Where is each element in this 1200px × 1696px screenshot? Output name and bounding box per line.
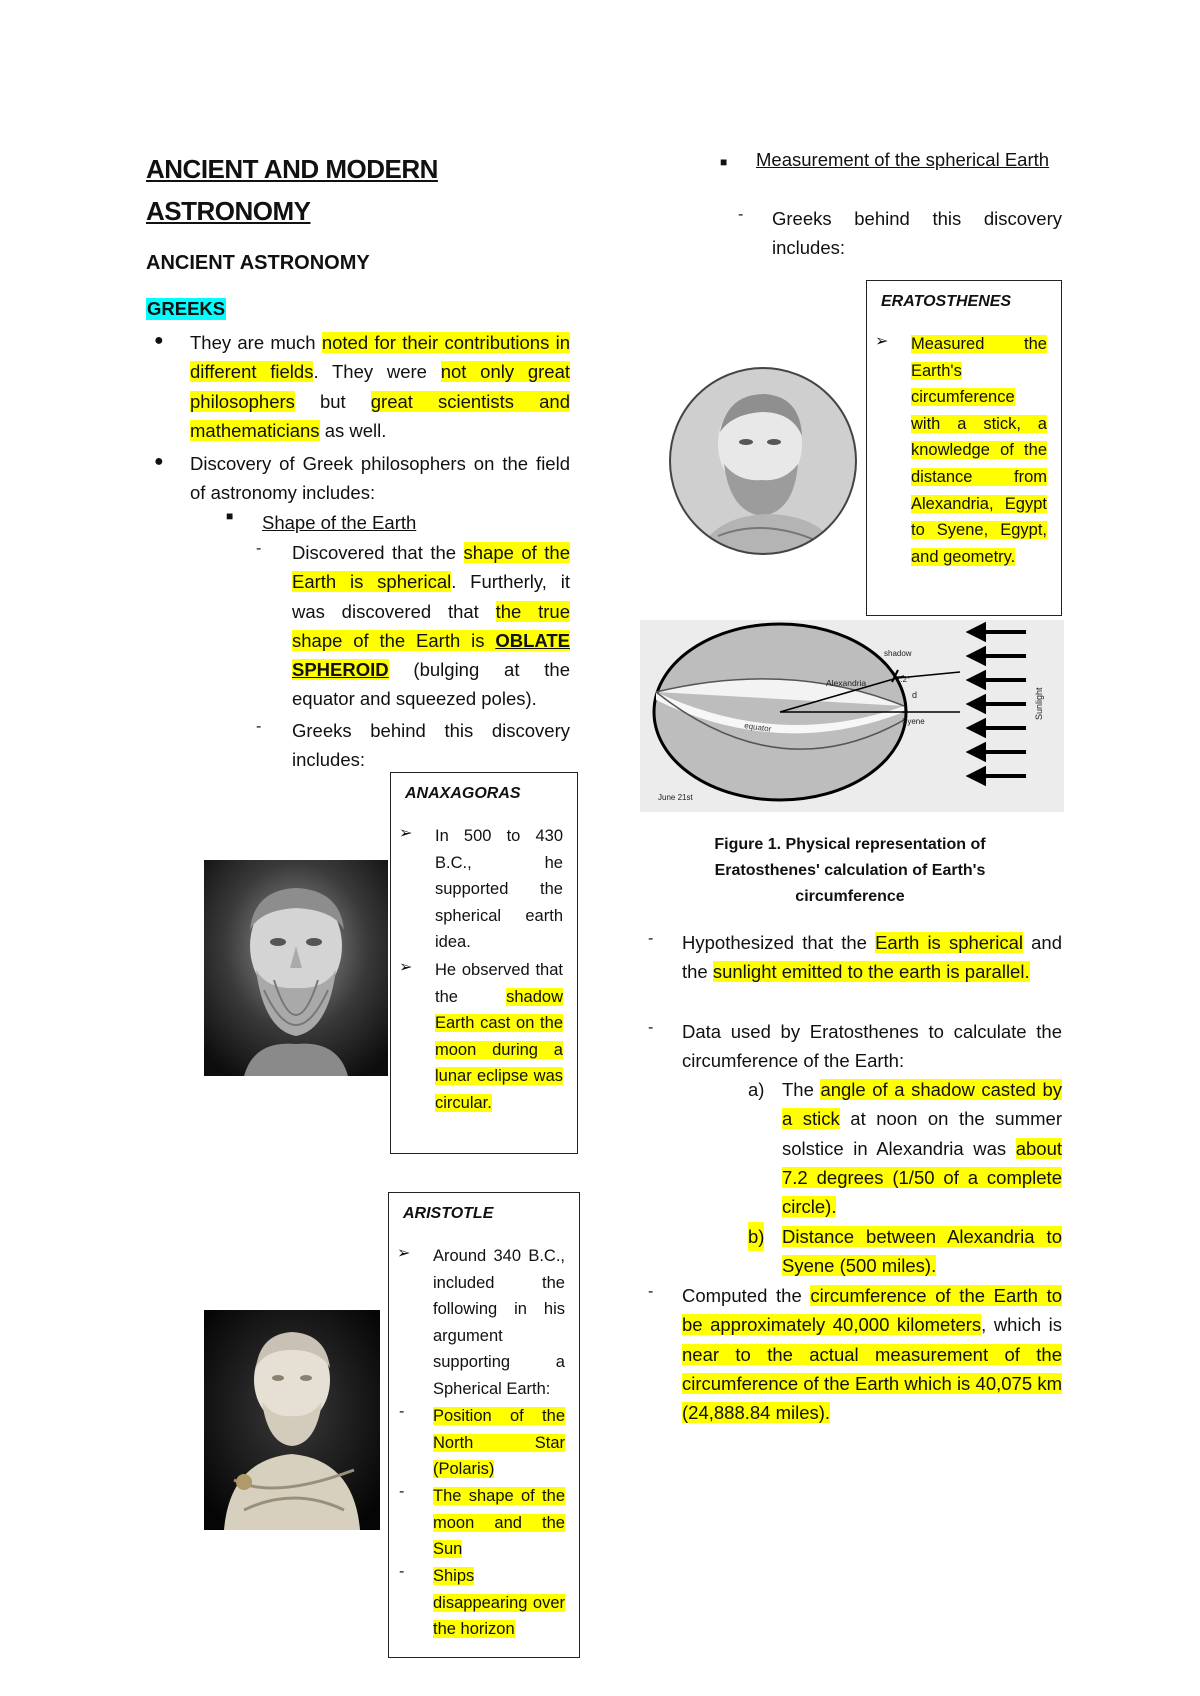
- page-title: ANCIENT AND MODERN ASTRONOMY: [146, 154, 438, 226]
- eratosthenes-box: [866, 280, 1062, 616]
- shape-of-earth-heading: Shape of the Earth: [262, 512, 417, 533]
- bullet-dot: ●: [154, 332, 164, 349]
- anaxagoras-bust-image: [204, 860, 388, 1076]
- discovery-text: Discovery of Greek philosophers on the field of astronomy includes:: [190, 453, 570, 504]
- bullet-square: ■: [226, 509, 234, 523]
- label-angle: 7.2°: [896, 675, 911, 684]
- arrow-bullet: ➢: [399, 825, 413, 842]
- label-date: June 21st: [658, 793, 693, 802]
- dash-marker: -: [648, 1019, 654, 1036]
- aristotle-box: [388, 1192, 580, 1658]
- figure-caption: Figure 1. Physical representation of Eratosthenes' calculation of Earth's circumference: [714, 836, 986, 905]
- aristotle-bust-image: [204, 1310, 380, 1530]
- item-b-marker: b): [748, 1222, 764, 1251]
- eratosthenes-item: Measured the Earth's circumference with a stick, a knowledge of the distance from Alexandria, Egypt to Syene, Egypt, and geometry.: [911, 335, 1047, 566]
- dash-marker: -: [256, 540, 262, 557]
- greeks-behind-text: Greeks behind this discovery includes:: [292, 720, 570, 771]
- dash-marker: -: [648, 1283, 654, 1300]
- anaxagoras-name: ANAXAGORAS: [405, 785, 521, 802]
- dash-marker: -: [399, 1563, 405, 1580]
- aristotle-sub-1: Position of the North Star (Polaris): [433, 1407, 565, 1479]
- item-a-text: The angle of a shadow casted by a stick at noon on the summer solstice in Alexandria was about 7.2 degrees (1/50 of a complete circle).: [782, 1079, 1062, 1218]
- bullet-dot: ●: [154, 453, 164, 470]
- computed-text: Computed the circumference of the Earth to be approximately 40,000 kilometers, which is near to the actual measurement of the circumference of the Earth which is 40,075 km (24,888.84 miles).: [682, 1285, 1062, 1424]
- aristotle-name: ARISTOTLE: [403, 1205, 494, 1222]
- eratosthenes-name: ERATOSTHENES: [881, 293, 1012, 310]
- measurement-heading: Measurement of the spherical Earth: [756, 149, 1050, 170]
- item-b-text: Distance between Alexandria to Syene (500 miles).: [782, 1226, 1062, 1277]
- eratosthenes-portrait-image: [668, 366, 858, 556]
- label-sunlight: Sunlight: [1034, 687, 1044, 720]
- hypothesis-text: Hypothesized that the Earth is spherical and the sunlight emitted to the earth is parallel.: [682, 932, 1062, 983]
- arrow-bullet: ➢: [399, 959, 413, 976]
- greeks-label: GREEKS: [147, 298, 226, 319]
- dash-marker: -: [399, 1483, 405, 1500]
- bullet-square: ■: [720, 155, 728, 169]
- greeks-contribution-text: They are much noted for their contributions in different fields. They were not only great philosophers but great scientists and mathematicians as well.: [190, 332, 571, 441]
- arrow-bullet: ➢: [397, 1245, 411, 1262]
- aristotle-sub-2: The shape of the moon and the Sun: [433, 1487, 565, 1559]
- anaxagoras-box: [390, 772, 578, 1154]
- label-syene: Syene: [902, 717, 925, 726]
- label-d: d: [912, 690, 918, 700]
- section-heading: ANCIENT ASTRONOMY: [146, 252, 370, 274]
- label-equator: equator: [743, 721, 772, 734]
- greeks-behind-right: Greeks behind this discovery includes:: [772, 208, 1062, 259]
- dash-marker: -: [399, 1403, 405, 1420]
- label-alexandria: Alexandria: [826, 678, 867, 688]
- spherical-discovery-text: Discovered that the shape of the Earth is spherical. Furtherly, it was discovered that the true shape of the Earth is OBLATE SPHEROID (bulging at the equator and squeezed poles).: [292, 542, 570, 710]
- dash-marker: -: [738, 206, 744, 223]
- anaxagoras-item-2: He observed that the shadow Earth cast on the moon during a lunar eclipse was circular.: [435, 961, 563, 1112]
- aristotle-item-1: Around 340 B.C., included the following in his argument supporting a Spherical Earth:: [433, 1247, 565, 1398]
- label-shadow: shadow: [884, 649, 912, 658]
- aristotle-sub-3: Ships disappearing over the horizon: [433, 1567, 565, 1639]
- anaxagoras-item-1: In 500 to 430 B.C., he supported the spherical earth idea.: [435, 827, 563, 952]
- dash-marker: -: [648, 930, 654, 947]
- dash-marker: -: [256, 718, 262, 735]
- item-a-marker: a): [748, 1079, 765, 1100]
- data-used-text: Data used by Eratosthenes to calculate the circumference of the Earth:: [682, 1021, 1062, 1072]
- arrow-bullet: ➢: [875, 333, 889, 350]
- eratosthenes-figure-diagram: [640, 620, 1064, 812]
